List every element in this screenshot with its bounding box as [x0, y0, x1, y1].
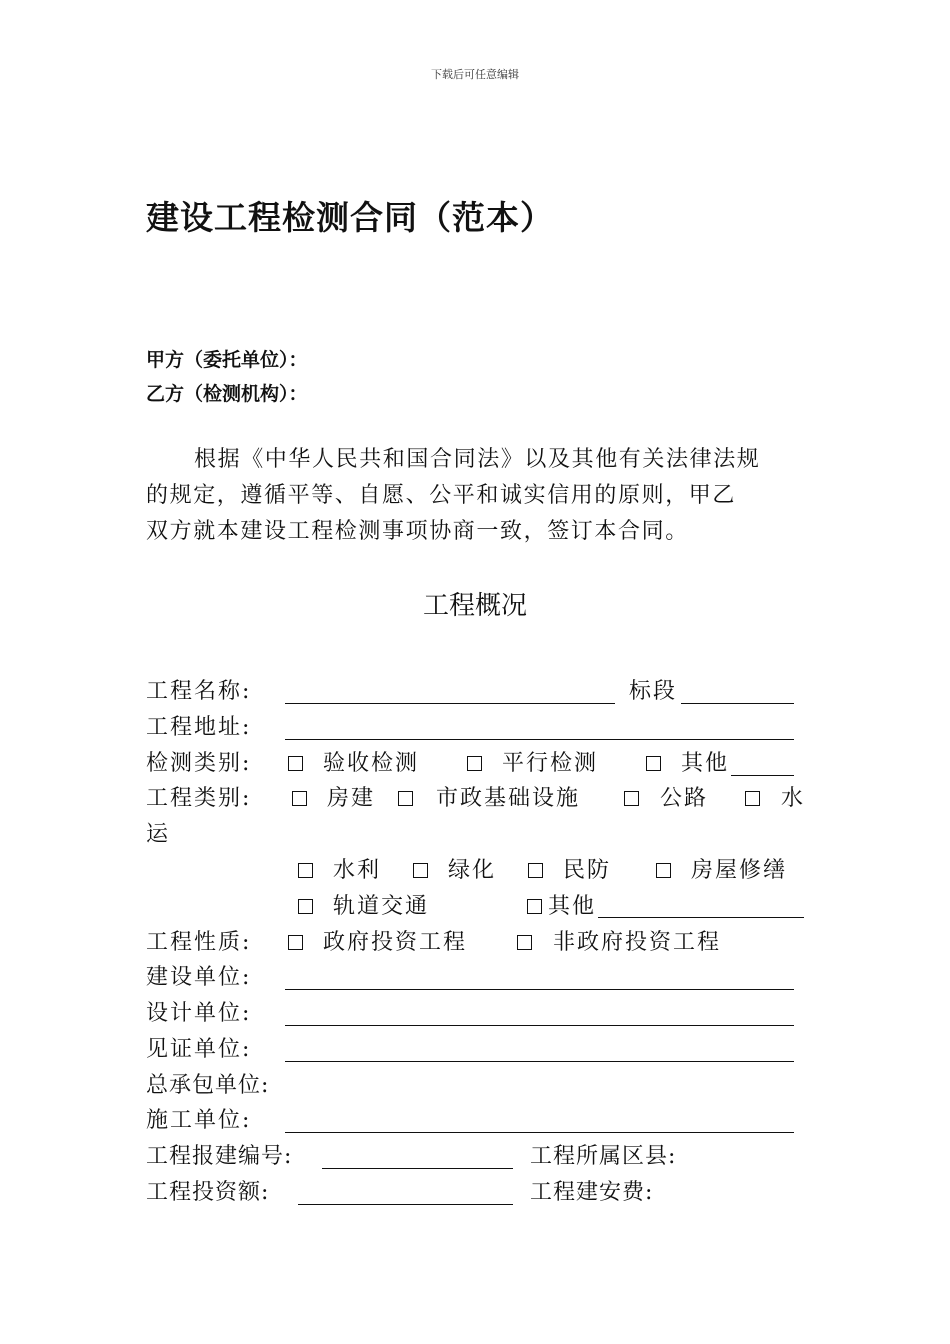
test-type-label: 检测类别:: [146, 751, 252, 776]
design-unit-field[interactable]: [285, 1025, 794, 1026]
hydraulic-label: 水利: [333, 858, 382, 883]
civil-defense-checkbox[interactable]: [528, 863, 543, 878]
project-name-label: 工程名称:: [146, 679, 252, 704]
investment-label: 工程投资额:: [146, 1180, 270, 1205]
other-test-field[interactable]: [731, 775, 794, 776]
highway-label: 公路: [660, 786, 709, 811]
other-type-field[interactable]: [598, 917, 804, 918]
acceptance-test-checkbox[interactable]: [288, 756, 303, 771]
header-note: 下载后可任意编辑: [431, 68, 519, 81]
rail-checkbox[interactable]: [298, 899, 313, 914]
document-title: 建设工程检测合同（范本）: [146, 198, 554, 237]
hydraulic-checkbox[interactable]: [298, 863, 313, 878]
section-title: 工程概况: [422, 591, 527, 621]
intro-line-3: 双方就本建设工程检测事项协商一致，签订本合同。: [146, 519, 689, 544]
waterway-label-prefix: 水: [781, 786, 806, 811]
highway-checkbox[interactable]: [624, 791, 639, 806]
registration-no-field[interactable]: [322, 1168, 513, 1169]
non-gov-investment-label: 非政府投资工程: [553, 930, 722, 955]
witness-unit-label: 见证单位:: [146, 1037, 252, 1062]
housing-label: 房建: [327, 786, 376, 811]
project-type-label: 工程类别:: [146, 786, 252, 811]
install-cost-label: 工程建安费:: [530, 1180, 654, 1205]
other-type-checkbox[interactable]: [527, 899, 542, 914]
witness-unit-field[interactable]: [285, 1061, 794, 1062]
party-b-label: 乙方（检测机构）：: [146, 383, 308, 405]
other-test-label: 其他: [681, 751, 730, 776]
non-gov-investment-checkbox[interactable]: [517, 935, 532, 950]
repair-label: 房屋修缮: [691, 858, 788, 883]
other-type-label: 其他: [548, 894, 597, 919]
construction-unit-label: 建设单位:: [146, 965, 252, 990]
intro-line-1: 根据《中华人民共和国合同法》以及其他有关法律法规: [194, 447, 761, 472]
gov-investment-checkbox[interactable]: [288, 935, 303, 950]
intro-line-2: 的规定，遵循平等、自愿、公平和诚实信用的原则，甲乙: [146, 483, 737, 508]
general-contractor-label: 总承包单位:: [146, 1073, 270, 1098]
municipal-checkbox[interactable]: [398, 791, 413, 806]
waterway-label-suffix: 运: [146, 822, 171, 847]
construction-unit-field[interactable]: [285, 989, 794, 990]
waterway-checkbox[interactable]: [745, 791, 760, 806]
parallel-test-label: 平行检测: [502, 751, 599, 776]
parallel-test-checkbox[interactable]: [467, 756, 482, 771]
design-unit-label: 设计单位:: [146, 1001, 252, 1026]
project-name-field[interactable]: [285, 703, 615, 704]
project-address-label: 工程地址:: [146, 715, 252, 740]
greening-label: 绿化: [448, 858, 497, 883]
section-field[interactable]: [681, 703, 794, 704]
municipal-label: 市政基础设施: [436, 786, 581, 811]
greening-checkbox[interactable]: [413, 863, 428, 878]
housing-checkbox[interactable]: [292, 791, 307, 806]
registration-no-label: 工程报建编号:: [146, 1144, 293, 1169]
gov-investment-label: 政府投资工程: [323, 930, 468, 955]
acceptance-test-label: 验收检测: [323, 751, 420, 776]
repair-checkbox[interactable]: [656, 863, 671, 878]
nature-label: 工程性质:: [146, 930, 252, 955]
civil-defense-label: 民防: [563, 858, 612, 883]
rail-label: 轨道交通: [333, 894, 430, 919]
project-address-field[interactable]: [285, 739, 794, 740]
section-label: 标段: [629, 679, 678, 704]
other-test-checkbox[interactable]: [646, 756, 661, 771]
builder-unit-field[interactable]: [285, 1132, 794, 1133]
party-a-label: 甲方（委托单位）：: [146, 349, 308, 371]
builder-unit-label: 施工单位:: [146, 1108, 252, 1133]
investment-field[interactable]: [298, 1204, 513, 1205]
district-label: 工程所属区县:: [530, 1144, 677, 1169]
